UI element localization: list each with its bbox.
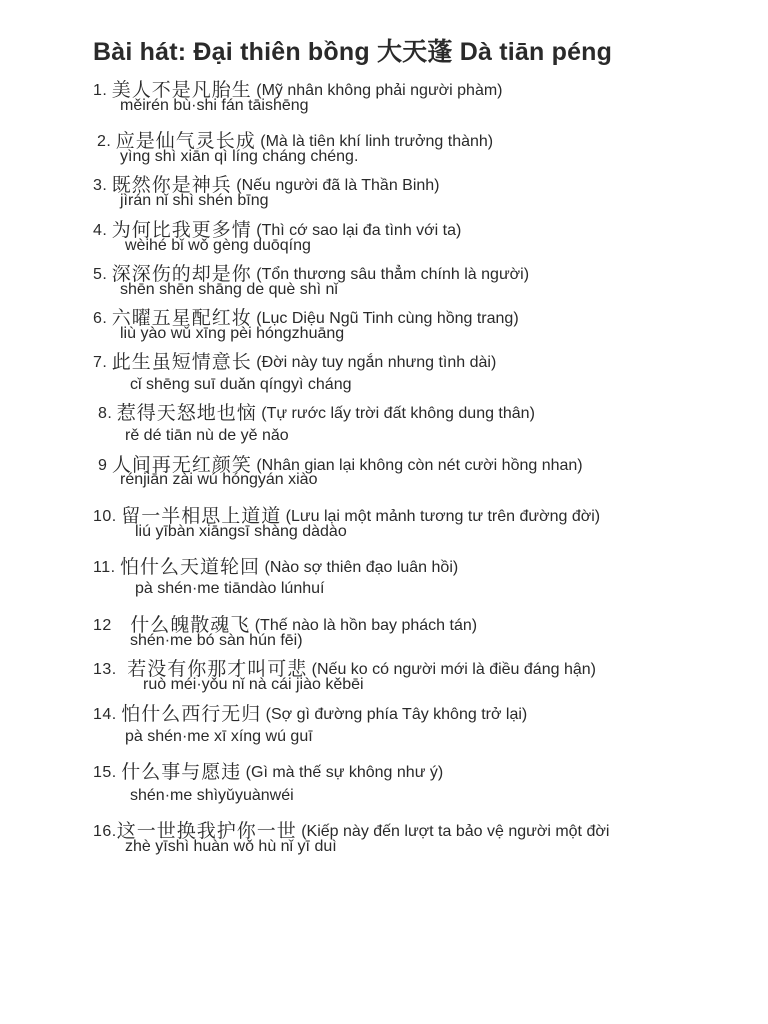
- line-number: 11.: [93, 559, 116, 576]
- pinyin-text: shēn shēn shāng de què shì nǐ: [120, 281, 338, 298]
- hanzi-text: 惹得天怒地也恼: [116, 403, 257, 424]
- line-number: 1.: [93, 82, 108, 99]
- hanzi-text: 人间再无红颜笑: [111, 455, 252, 476]
- hanzi-text: 怕什么西行无归: [121, 704, 262, 725]
- pinyin-text: wèihé bǐ wǒ gèng duōqíng: [125, 237, 311, 254]
- vietnamese-meaning: (Thì cớ sao lại đa tình với ta): [256, 222, 462, 239]
- hanzi-text: 什么事与愿违: [121, 762, 242, 783]
- line-number: 7.: [93, 354, 108, 371]
- line-number: 12: [93, 617, 112, 634]
- lyric-line-8: [98, 398, 535, 425]
- pinyin-text: liú yībàn xiāngsī shàng dàdào: [135, 523, 347, 540]
- vietnamese-meaning: (Tổn thương sâu thẳm chính là người): [256, 266, 530, 283]
- line-number: 8.: [98, 405, 113, 422]
- vietnamese-meaning: (Đời này tuy ngắn nhưng tình dài): [256, 354, 497, 371]
- vietnamese-meaning: (Nào sợ thiên đạo luân hồi): [264, 559, 459, 576]
- line-number: 10.: [93, 508, 117, 525]
- line-number: 15.: [93, 764, 117, 781]
- vietnamese-meaning: (Lưu lại một mảnh tương tư trên đường đời): [285, 508, 601, 525]
- hanzi-text: 什么魄散魂飞: [130, 615, 251, 636]
- vietnamese-meaning: (Thế nào là hồn bay phách tán): [254, 617, 478, 634]
- hanzi-text: 若没有你那才叫可悲: [127, 659, 308, 680]
- pinyin-text: rě dé tiān nù de yě nǎo: [125, 427, 289, 444]
- vietnamese-meaning: (Nhân gian lại không còn nét cười hồng nhan): [256, 457, 583, 474]
- line-number: 6.: [93, 310, 108, 327]
- line-number: 2.: [97, 133, 112, 150]
- hanzi-text: 此生虽短情意长: [111, 352, 252, 373]
- hanzi-text: 深深伤的却是你: [111, 264, 252, 285]
- line-number: 9: [98, 457, 108, 474]
- line-number: 14.: [93, 706, 117, 723]
- pinyin-text: rénjiān zài wú hóngyán xiào: [120, 471, 318, 488]
- vietnamese-meaning: (Mỹ nhân không phải người phàm): [256, 82, 503, 99]
- pinyin-text: zhè yīshì huàn wǒ hù nǐ yī duì: [125, 838, 337, 855]
- hanzi-text: 美人不是凡胎生: [111, 80, 252, 101]
- hanzi-text: 留一半相思上道道: [121, 506, 282, 527]
- line-number: 16.: [93, 823, 117, 840]
- hanzi-text: 怕什么天道轮回: [120, 557, 261, 578]
- line-number: 4.: [93, 222, 108, 239]
- lyric-line-11: [93, 552, 458, 579]
- lyric-line-7: [93, 347, 496, 374]
- pinyin-text: pà shén·me xī xíng wú guī: [125, 728, 313, 745]
- line-number: 3.: [93, 177, 108, 194]
- hanzi-text: 六曜五星配红妆: [111, 308, 252, 329]
- line-number: 13.: [93, 661, 117, 678]
- line-number: 5.: [93, 266, 108, 283]
- vietnamese-meaning: (Nếu ko có người mới là điều đáng hận): [311, 661, 596, 678]
- hanzi-text: 为何比我更多情: [111, 220, 252, 241]
- lyric-line-15: [93, 757, 443, 784]
- hanzi-text: 应是仙气灵长成: [115, 131, 256, 152]
- lyric-line-14: [93, 699, 527, 726]
- hanzi-text: 这一世换我护你一世: [116, 821, 297, 842]
- page-title: Bài hát: Đại thiên bồng 大天蓬 Dà tiān péng: [93, 38, 613, 66]
- pinyin-text: jìrán nǐ shì shén bīng: [120, 192, 269, 209]
- pinyin-text: cǐ shēng suī duǎn qíngyì cháng: [130, 376, 352, 393]
- vietnamese-meaning: (Kiếp này đến lượt ta bảo vệ người một đời: [301, 823, 610, 840]
- vietnamese-meaning: (Mà là tiên khí linh trưởng thành): [260, 133, 494, 150]
- pinyin-text: měirén bù·shi fán tāishēng: [120, 97, 309, 114]
- hanzi-text: 既然你是神兵: [111, 175, 232, 196]
- vietnamese-meaning: (Sợ gì đường phía Tây không trở lại): [265, 706, 528, 723]
- vietnamese-meaning: (Nếu người đã là Thần Binh): [236, 177, 440, 194]
- pinyin-text: shén·me shìyǔyuànwéi: [130, 787, 294, 804]
- pinyin-text: ruò méi·yǒu nǐ nà cái jiào kěbēi: [143, 676, 364, 693]
- vietnamese-meaning: (Gì mà thế sự không như ý): [245, 764, 444, 781]
- pinyin-text: liù yào wǔ xīng pèi hóngzhuāng: [120, 325, 345, 342]
- pinyin-text: yìng shì xiān qì líng cháng chéng.: [120, 148, 359, 165]
- vietnamese-meaning: (Tự rước lấy trời đất không dung thân): [261, 405, 535, 422]
- pinyin-text: pà shén·me tiāndào lúnhuí: [135, 580, 325, 597]
- pinyin-text: shén·me bó sàn hún fēi): [130, 632, 303, 649]
- vietnamese-meaning: (Lục Diệu Ngũ Tinh cùng hồng trang): [256, 310, 519, 327]
